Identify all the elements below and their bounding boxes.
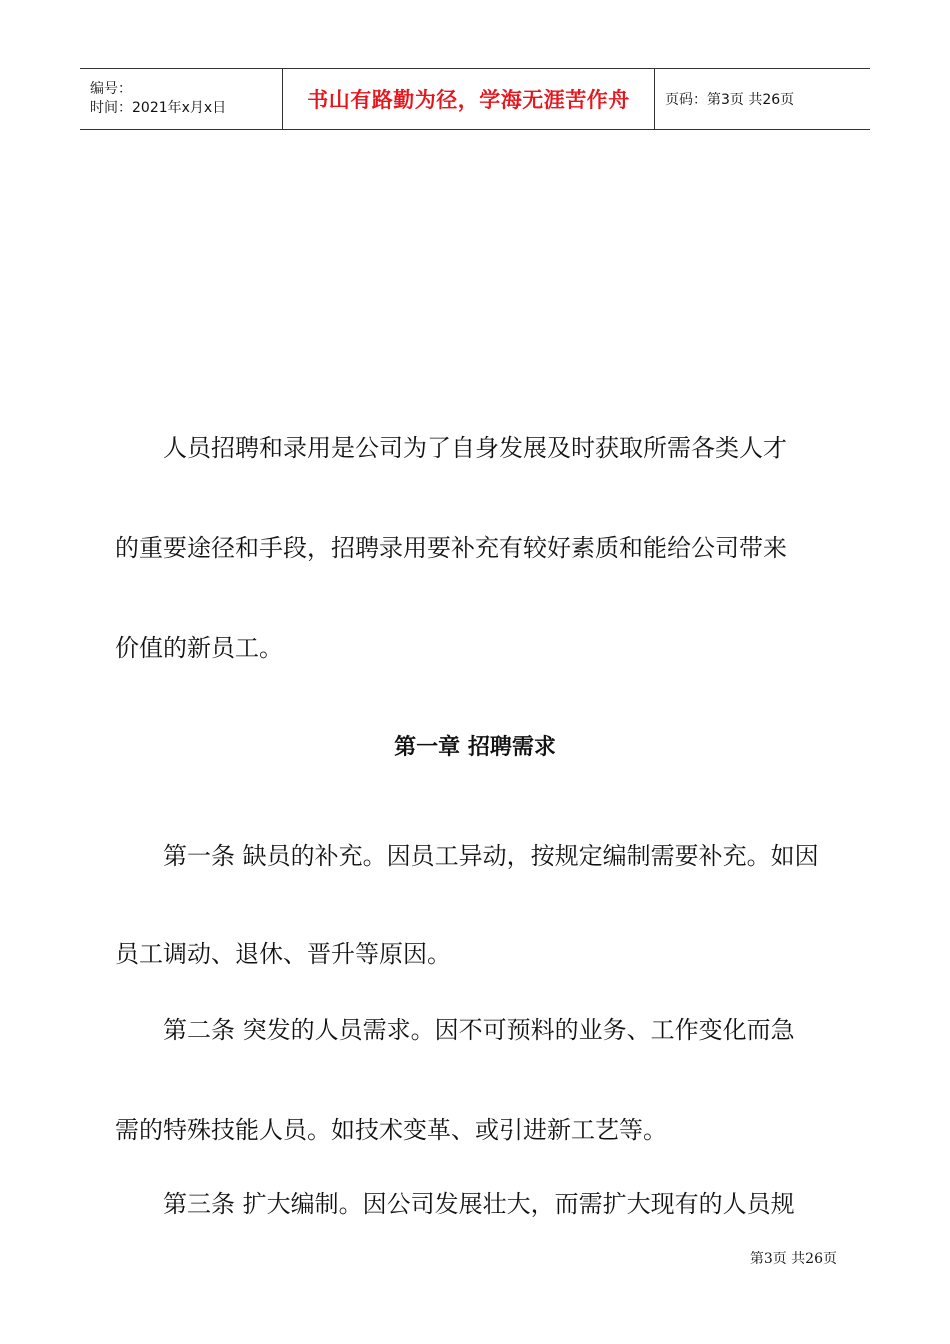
header-motto: 书山有路勤为径，学海无涯苦作舟 (307, 88, 630, 112)
article-2-line-1: 第二条 突发的人员需求。因不可预料的业务、工作变化而急 (163, 1016, 795, 1044)
document-time-label: 时间：2021年x月x日 (90, 100, 227, 116)
header-page-cell (655, 69, 870, 129)
intro-line-3: 价值的新员工。 (115, 634, 283, 662)
header-page-label: 页码：第3页 共26页 (665, 92, 795, 108)
document-number-label: 编号： (90, 81, 132, 97)
chapter-title: 第一章 招聘需求 (394, 735, 556, 760)
intro-line-1: 人员招聘和录用是公司为了自身发展及时获取所需各类人才 (163, 434, 787, 462)
footer-page-number: 第3页 共26页 (749, 1251, 837, 1267)
article-3-line-1: 第三条 扩大编制。因公司发展壮大，而需扩大现有的人员规 (163, 1190, 795, 1218)
intro-line-2: 的重要途径和手段，招聘录用要补充有较好素质和能给公司带来 (115, 534, 787, 562)
header-motto-cell (282, 69, 655, 129)
header-meta-cell (80, 69, 282, 129)
article-1-line-2: 员工调动、退休、晋升等原因。 (115, 940, 451, 968)
document-header (80, 68, 870, 130)
article-2-line-2: 需的特殊技能人员。如技术变革、或引进新工艺等。 (115, 1116, 667, 1144)
article-1-line-1: 第一条 缺员的补充。因员工异动，按规定编制需要补充。如因 (163, 842, 819, 870)
